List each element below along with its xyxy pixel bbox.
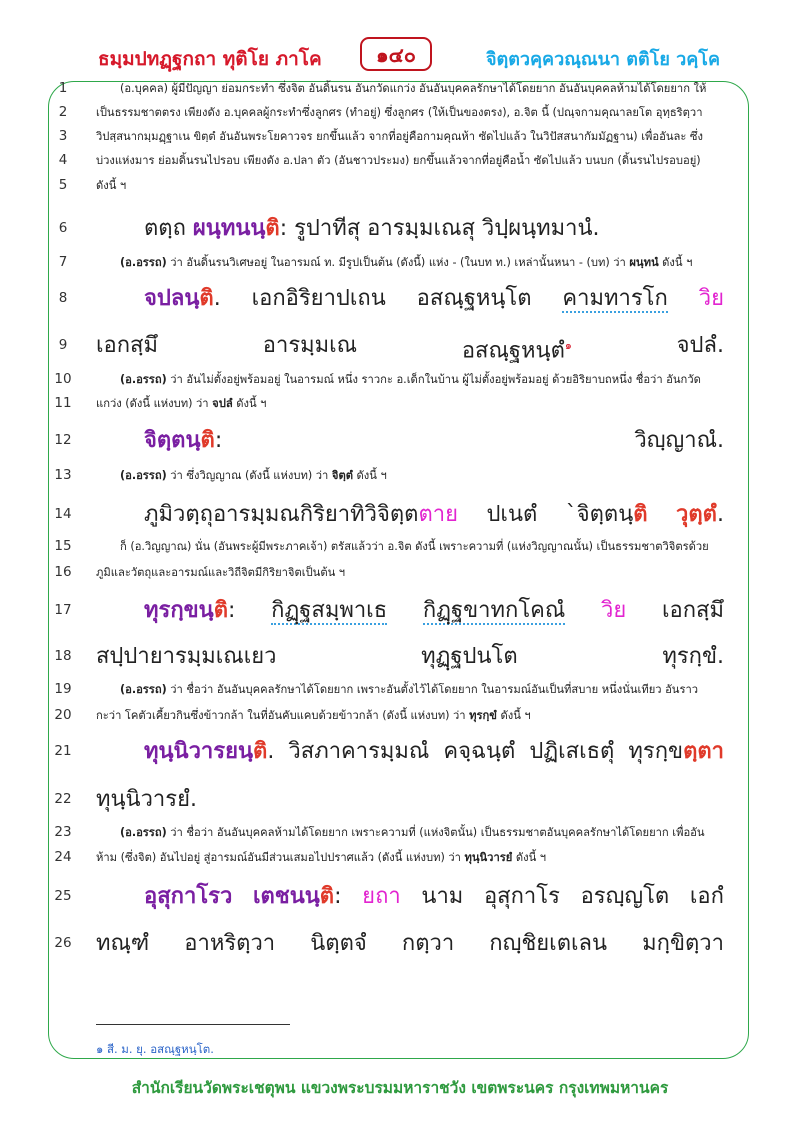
line-number: 21 bbox=[54, 743, 72, 759]
word bbox=[96, 642, 276, 672]
line-number: 6 bbox=[58, 220, 68, 236]
text-segment: ผนฺทนนฺ bbox=[192, 216, 266, 241]
word bbox=[562, 284, 667, 314]
word bbox=[581, 882, 670, 912]
line-number: 16 bbox=[54, 564, 72, 580]
line-number: 10 bbox=[54, 371, 72, 387]
word bbox=[144, 737, 274, 767]
text-segment: อรญฺญโต bbox=[580, 884, 670, 909]
text-segment: : bbox=[228, 598, 236, 623]
word bbox=[288, 737, 429, 767]
text-line bbox=[144, 426, 724, 456]
text-segment: ก็ (อ.วิญญาณ) นั่น (อันพระผู้มีพระภาคเจ้า) ตรัสแล้วว่า อ.จิต ดังนี้ เพราะความที่ (แห่งวิญญาณนั้น) เป็นธรรมชาตวิจิตรด้วย bbox=[120, 540, 709, 553]
word bbox=[462, 331, 572, 366]
text-segment: ผนฺทนํ bbox=[629, 256, 659, 269]
line-number: 19 bbox=[54, 681, 72, 697]
text-segment: ว่า อันดิ้นรนวิเศษอยู่ ในอารมณ์ ท. มีรูปเป็นต้น (ดังนี้) แห่ง - (ในบท ท.) เหล่านั้นหนา - (บท) ว่า bbox=[166, 256, 630, 269]
line-number: 2 bbox=[58, 104, 68, 120]
word bbox=[310, 929, 367, 959]
word bbox=[662, 642, 724, 672]
text-line bbox=[120, 467, 724, 485]
word bbox=[271, 596, 387, 626]
line-number: 14 bbox=[54, 506, 72, 522]
text-line bbox=[144, 284, 724, 314]
word bbox=[252, 284, 386, 314]
text-segment: วุตฺตํ bbox=[676, 502, 717, 527]
text-segment: คจฺฉนฺตํ bbox=[443, 739, 516, 764]
text-segment: เป็นธรรมชาตตรง เพียงดัง อ.บุคคลผู้กระทำซึ่งลูกศร (ทำอยู่) ซึ่งลูกศร (ให้เป็นของตรง), อ.จิต นี้ (ปณฺจกามคุณาลยโต อุทฺธริตฺวา bbox=[96, 106, 703, 119]
text-segment: วิย bbox=[601, 598, 627, 623]
word bbox=[676, 500, 724, 530]
line-number: 23 bbox=[54, 824, 72, 840]
text-segment: ดังนี้ ฯ bbox=[512, 851, 547, 864]
text-segment: วิสภาคารมฺมณํ bbox=[288, 739, 430, 764]
text-line bbox=[120, 254, 724, 272]
text-line bbox=[96, 128, 724, 146]
text-segment: ทณฺฑํ bbox=[96, 931, 150, 956]
text-segment: : รูปาทีสุ อารมฺมเณสุ วิปฺผนฺทมานํ. bbox=[279, 216, 600, 241]
text-segment: ทุรกฺขนฺ bbox=[144, 598, 214, 623]
text-segment: ติ bbox=[319, 884, 335, 909]
text-line bbox=[144, 596, 724, 626]
line-number: 8 bbox=[58, 290, 68, 306]
word bbox=[642, 929, 724, 959]
word bbox=[628, 737, 724, 767]
text-segment: วิปสฺสนากมฺมฏฺฐาเน ขิตฺตํ อันอันพระโยคาวจร ยกขึ้นแล้ว จากที่อยู่คือกามคุณห้า ซัดไปแล้ว ในวิปัสสนากัมมัฏฐาน) เพื่ออันละ ซึ่ง bbox=[96, 130, 703, 143]
text-segment: ดังนี้ ฯ bbox=[658, 256, 693, 269]
text-segment: วิย bbox=[698, 286, 724, 311]
footnote: ๑ สี. ม. ยุ. อสณฺฐหนฺโต. bbox=[96, 1042, 214, 1056]
text-segment: กิฏฺฐสมฺพาเธ bbox=[271, 598, 388, 623]
word bbox=[144, 596, 235, 626]
text-segment: (อ.อรรถ) bbox=[120, 683, 167, 696]
text-segment: : bbox=[334, 884, 342, 909]
text-segment: ติ bbox=[213, 598, 229, 623]
line-number: 18 bbox=[54, 648, 72, 664]
text-segment: ดังนี้ ฯ bbox=[496, 709, 531, 722]
text-segment: ๑ bbox=[564, 339, 572, 352]
text-segment: จิตฺตํ bbox=[331, 469, 353, 482]
line-number: 9 bbox=[58, 337, 68, 353]
text-segment: ติ bbox=[633, 502, 648, 527]
text-line bbox=[96, 564, 724, 582]
text-line bbox=[96, 849, 724, 867]
text-segment: ทุรกฺข bbox=[628, 739, 684, 764]
text-segment: คามทารโก bbox=[562, 286, 668, 311]
word bbox=[144, 500, 458, 530]
text-line bbox=[144, 882, 724, 912]
text-line bbox=[144, 214, 724, 244]
text-segment: ตาย bbox=[418, 502, 458, 527]
text-segment: ทุนฺนิวารยํ. bbox=[96, 787, 197, 812]
line-number: 4 bbox=[58, 152, 68, 168]
word bbox=[421, 882, 463, 912]
word bbox=[489, 929, 607, 959]
text-segment: ตตฺถ bbox=[144, 216, 193, 241]
line-number: 26 bbox=[54, 935, 72, 951]
word bbox=[144, 426, 222, 456]
line-number: 3 bbox=[58, 128, 68, 144]
text-segment: อาหริตฺวา bbox=[184, 931, 276, 956]
word bbox=[699, 284, 724, 314]
text-line bbox=[96, 177, 724, 195]
text-line bbox=[120, 371, 724, 389]
text-segment: กะว่า โคตัวเคี้ยวกินซึ่งข้าวกล้า ในที่อันคับแคบด้วยข้าวกล้า (ดังนี้ แห่งบท) ว่า bbox=[96, 709, 470, 722]
text-segment: จปลนฺ bbox=[144, 286, 200, 311]
text-segment: ว่า ซึ่งวิญญาณ (ดังนี้ แห่งบท) ว่า bbox=[166, 469, 332, 482]
text-segment: นาม bbox=[421, 884, 464, 909]
text-segment: ทุรกฺขํ bbox=[469, 709, 497, 722]
line-number: 11 bbox=[54, 395, 72, 411]
text-segment: ติ bbox=[200, 428, 215, 453]
text-segment: เอกสฺมึ bbox=[661, 598, 724, 623]
text-segment: ภูมิและวัตถุและอารมณ์และวิถีจิตมีกิริยาจิตเป็นต้น ฯ bbox=[96, 566, 346, 579]
word bbox=[486, 500, 537, 530]
line-number: 12 bbox=[54, 432, 72, 448]
word bbox=[421, 642, 518, 672]
text-segment: อสณฺฐหนฺโต bbox=[416, 286, 532, 311]
text-segment: ทุนฺนิวารยํ bbox=[464, 851, 513, 864]
header-left-title: ธมฺมปทฏฺฐกถา ทุติโย ภาโค bbox=[98, 48, 322, 70]
text-segment: แกว่ง (ดังนี้ แห่งบท) ว่า bbox=[96, 397, 213, 410]
text-line bbox=[120, 824, 724, 842]
text-segment: (อ.อรรถ) bbox=[120, 469, 167, 482]
text-line bbox=[96, 929, 724, 959]
word bbox=[529, 737, 614, 767]
text-segment: ว่า ชื่อว่า อันอันบุคคลห้ามได้โดยยาก เพราะความที่ (แห่งจิตนั้น) เป็นธรรมชาตอันบุคคลรักษาได้โดยยาก เพื่ออัน bbox=[166, 826, 705, 839]
word bbox=[662, 596, 724, 626]
text-segment: . bbox=[716, 502, 724, 527]
text-segment: อุสุกาโรว bbox=[144, 884, 233, 909]
text-segment: (อ.อรรถ) bbox=[120, 256, 167, 269]
line-number: 1 bbox=[58, 80, 68, 96]
line-number: 22 bbox=[54, 791, 72, 807]
word bbox=[362, 882, 401, 912]
text-segment: ว่า อันไม่ตั้งอยู่พร้อมอยู่ ในอารมณ์ หนึ่ง ราวกะ อ.เด็กในบ้าน ผู้ไม่ตั้งอยู่พร้อมอยู่ ด้วยอิริยาบถหนึ่ง ชื่อว่า อันกวัด bbox=[166, 373, 701, 386]
line-number: 5 bbox=[58, 177, 68, 193]
word bbox=[566, 500, 648, 530]
text-segment: จิตฺตนฺ bbox=[144, 428, 201, 453]
line-number: 15 bbox=[54, 538, 72, 554]
text-segment: (อ.อรรถ) bbox=[120, 826, 167, 839]
text-segment: จปลํ. bbox=[676, 333, 724, 358]
text-segment: ดังนี้ ฯ bbox=[96, 179, 127, 192]
text-segment: เอกอิริยาปเถน bbox=[251, 286, 386, 311]
line-number: 17 bbox=[54, 602, 72, 618]
text-segment: (อ.อรรถ) bbox=[120, 373, 167, 386]
text-line bbox=[96, 785, 724, 815]
text-segment: นิตฺตจํ bbox=[310, 931, 367, 956]
word bbox=[263, 331, 357, 366]
text-line bbox=[96, 707, 724, 725]
text-line bbox=[96, 104, 724, 122]
text-line bbox=[120, 538, 724, 556]
text-segment: เอกํ bbox=[689, 884, 724, 909]
text-segment: กญฺชิยเตเลน bbox=[489, 931, 608, 956]
text-segment: เอกสฺมึ bbox=[96, 333, 158, 358]
word bbox=[690, 882, 724, 912]
text-line bbox=[144, 737, 724, 767]
text-segment: ดังนี้ ฯ bbox=[232, 397, 267, 410]
word bbox=[443, 737, 515, 767]
word bbox=[144, 882, 232, 912]
text-segment: ทุฏฺฐปนโต bbox=[421, 644, 518, 669]
text-segment: ภูมิวตฺถุอารมฺมณกิริยาทิวิจิตฺต bbox=[144, 502, 419, 527]
text-segment: ยถา bbox=[362, 884, 401, 909]
word bbox=[184, 929, 275, 959]
line-number: 13 bbox=[54, 467, 72, 483]
word bbox=[677, 331, 724, 366]
text-segment: กิฏฺฐขาทกโคณํ bbox=[422, 598, 566, 623]
word bbox=[402, 929, 454, 959]
text-line bbox=[96, 331, 724, 366]
line-number: 24 bbox=[54, 849, 72, 865]
text-segment: . bbox=[267, 739, 275, 764]
text-segment: กตฺวา bbox=[401, 931, 455, 956]
footnote-divider bbox=[96, 1024, 290, 1025]
word bbox=[96, 929, 149, 959]
text-segment: จปลํ bbox=[212, 397, 233, 410]
text-segment: ห้าม (ซึ่งจิต) อันไปอยู่ สู่อารมณ์อันมีส่วนเสมอไปปราศแล้ว (ดังนี้ แห่งบท) ว่า bbox=[96, 851, 465, 864]
text-segment: ปฏิเสเธตุํ bbox=[529, 739, 615, 764]
word bbox=[423, 596, 565, 626]
text-segment: สปฺปายารมฺมเณเยว bbox=[96, 644, 277, 669]
text-segment: (อ.บุคคล) ผู้มีปัญญา ย่อมกระทำ ซึ่งจิต อันดิ้นรน อันกวัดแกว่ง อันอันบุคคลรักษาได้โดยยาก อันอันบุคคลห้ามได้โดยยาก ให้ bbox=[120, 82, 707, 95]
line-number: 25 bbox=[54, 888, 72, 904]
line-number: 7 bbox=[58, 254, 68, 270]
text-segment: อารมฺมเณ bbox=[262, 333, 358, 358]
text-segment: เตชนนฺ bbox=[252, 884, 320, 909]
text-segment: ทุรกฺขํ. bbox=[662, 644, 724, 669]
text-segment: ติ bbox=[253, 739, 268, 764]
text-segment: วิญฺญาณํ. bbox=[634, 428, 724, 453]
text-line bbox=[144, 500, 724, 530]
text-line bbox=[96, 642, 724, 672]
text-segment: `จิตฺตนฺ bbox=[565, 502, 634, 527]
word bbox=[417, 284, 532, 314]
text-line bbox=[96, 152, 724, 170]
word bbox=[96, 331, 158, 366]
word bbox=[634, 426, 724, 456]
text-segment: : bbox=[214, 428, 223, 453]
word bbox=[144, 284, 221, 314]
text-segment: อุสุกาโร bbox=[483, 884, 560, 909]
page-footer: สำนักเรียนวัดพระเชตุพน แขวงพระบรมมหาราชวัง เขตพระนคร กรุงเทพมหานคร bbox=[131, 1079, 669, 1097]
text-segment: บ่วงแห่งมาร ย่อมดิ้นรนไปรอบ เพียงดัง อ.ปลา ตัว (อันชาวประมง) ยกขึ้นแล้วจากที่อยู่คือน้ำ ซัดไปแล้ว บนบก (ดิ้นรนไปรอบอยู่) bbox=[96, 154, 701, 167]
line-number: 20 bbox=[54, 707, 72, 723]
text-segment: อสณฺฐหนฺตํ bbox=[461, 338, 565, 364]
text-line bbox=[96, 395, 724, 413]
word bbox=[484, 882, 560, 912]
text-segment: ติ bbox=[199, 286, 214, 311]
word bbox=[253, 882, 342, 912]
text-segment: ปเนตํ bbox=[486, 502, 538, 527]
text-segment: มกฺขิตฺวา bbox=[642, 931, 724, 956]
text-segment: ว่า ชื่อว่า อันอันบุคคลรักษาได้โดยยาก เพราะอันตั้งไว้ได้โดยยาก ในอารมณ์อันเป็นที่สบาย หนึ่งนั่นเทียว อันราว bbox=[166, 683, 699, 696]
text-line bbox=[120, 681, 724, 699]
text-segment: ดังนี้ ฯ bbox=[352, 469, 387, 482]
page-number-badge: ๑๔๐ bbox=[360, 37, 432, 71]
text-segment: . bbox=[213, 286, 221, 311]
text-segment: ตฺตา bbox=[683, 739, 724, 764]
header-right-title: จิตฺตวคฺควณฺณนา ตติโย วคฺโค bbox=[485, 49, 720, 70]
text-segment: ทุนฺนิวารยนฺ bbox=[144, 739, 254, 764]
text-line bbox=[120, 80, 724, 98]
text-segment: ติ bbox=[265, 216, 280, 241]
word bbox=[601, 596, 626, 626]
